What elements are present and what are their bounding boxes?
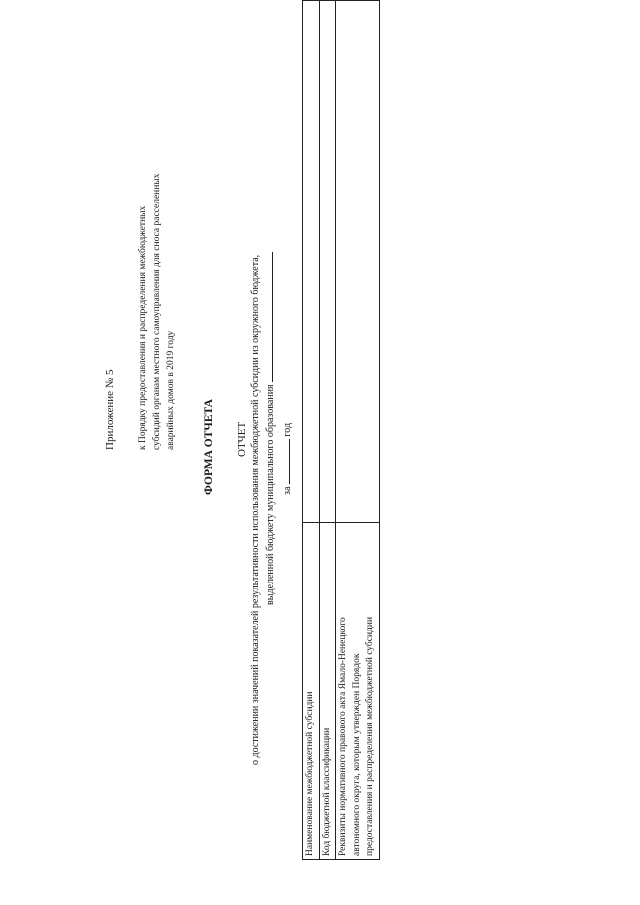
report-period <box>279 423 293 495</box>
table-row <box>336 1 380 860</box>
appendix-description <box>136 174 178 450</box>
table-label-cell: Наименование межбюджетной субсидии <box>303 523 320 860</box>
table-value-cell[interactable] <box>336 1 380 523</box>
table-row <box>303 1 320 860</box>
report-table <box>302 0 380 860</box>
table-label-cell: Код бюджетной классификации <box>319 523 336 860</box>
form-title: ФОРМА ОТЧЕТА <box>203 399 215 495</box>
table-label-line: предоставления и распределения межбюджетной субсидии <box>365 616 375 856</box>
table-label-line: Реквизиты нормативного правового акта Ямало-Ненецкого <box>338 617 348 856</box>
appendix-title: Приложение № 5 <box>104 369 116 450</box>
table-row <box>319 1 336 860</box>
report-subtitle-line1: о достижении значений показателей результативности использования межбюджетной субсидии из окружного бюджета, <box>250 254 261 765</box>
municipality-blank-field[interactable] <box>262 252 273 382</box>
report-subtitle-line2 <box>262 252 276 605</box>
period-suffix: год <box>282 422 293 437</box>
table-label-cell <box>336 523 380 860</box>
appendix-line: субсидий органам местного самоуправления для сноса расселенных <box>152 173 162 450</box>
appendix-line: к Порядку предоставления и распределения межбюджетных <box>138 205 148 450</box>
report-line2-text: выделенной бюджету муниципального образования <box>265 384 276 605</box>
table-value-cell[interactable] <box>303 1 320 523</box>
period-prefix: за <box>282 486 293 495</box>
year-blank-field[interactable] <box>279 439 290 484</box>
table-label-line: автономного округа, которым утвержден Порядок <box>351 653 362 856</box>
appendix-line: аварийных домов в 2019 году <box>166 330 176 450</box>
table-value-cell[interactable] <box>319 1 336 523</box>
report-title: ОТЧЕТ <box>236 421 248 457</box>
